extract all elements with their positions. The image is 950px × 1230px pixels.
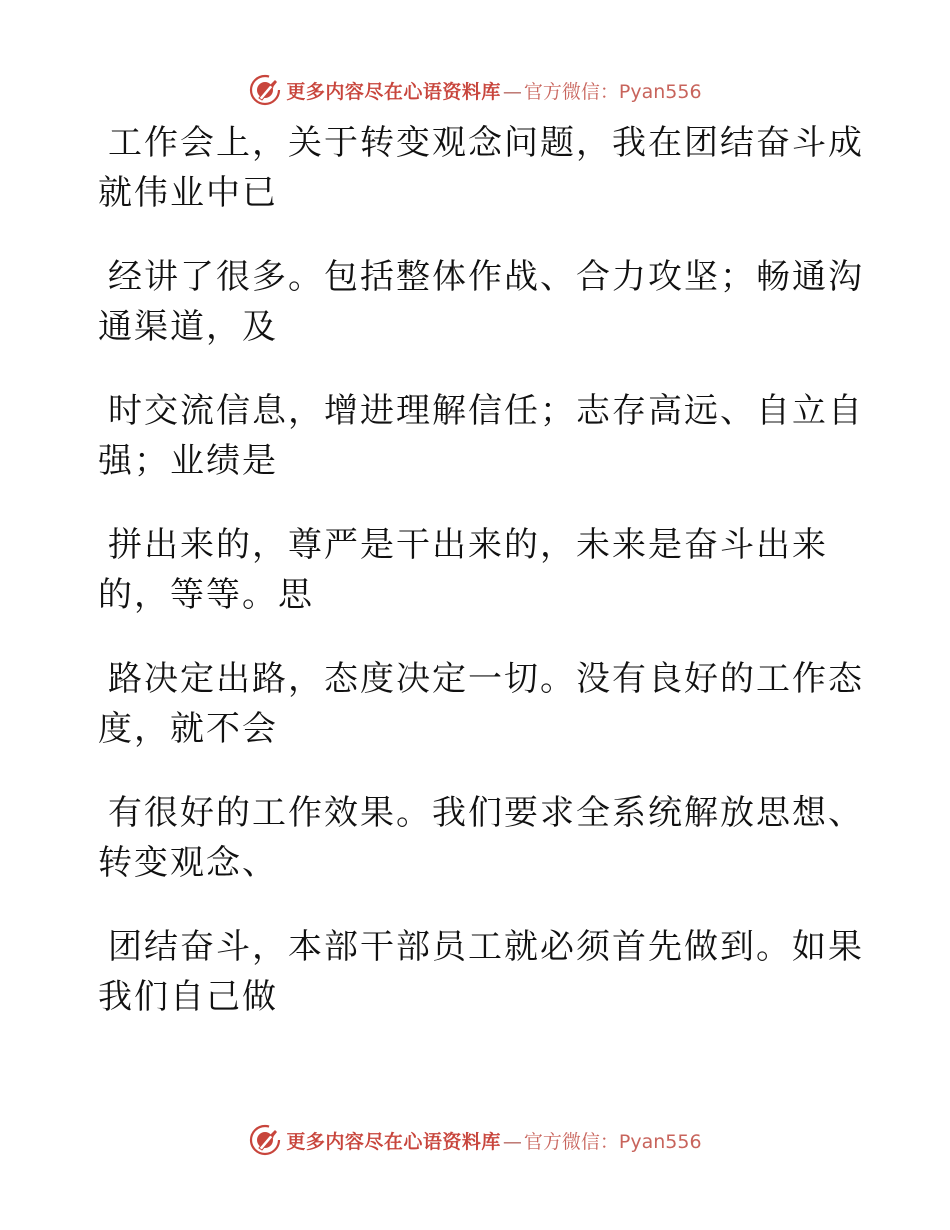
paragraph-6 bbox=[98, 788, 864, 888]
header-banner bbox=[0, 70, 950, 110]
paragraph-line: 就伟业中已 bbox=[98, 173, 278, 213]
paragraph-line: 我们自己做 bbox=[98, 977, 278, 1017]
paragraph-line: 有很好的工作效果。我们要求全系统解放思想、 bbox=[108, 793, 864, 833]
paragraph-line: 转变观念、 bbox=[98, 843, 278, 883]
paragraph-line: 度，就不会 bbox=[98, 709, 278, 749]
header-wechat: 官方微信：Pyan556 bbox=[523, 80, 702, 103]
pen-logo-icon bbox=[248, 73, 282, 107]
paragraph-4 bbox=[98, 520, 838, 620]
paragraph-line: 团结奋斗，本部干部员工就必须首先做到。如果 bbox=[108, 927, 864, 967]
paragraph-3 bbox=[98, 386, 864, 486]
paragraph-line: 的，等等。思 bbox=[98, 575, 314, 615]
paragraph-2 bbox=[98, 252, 864, 352]
footer-site-name: 更多内容尽在心语资料库 bbox=[286, 1130, 501, 1153]
paragraph-line: 路决定出路，态度决定一切。没有良好的工作态 bbox=[108, 659, 864, 699]
document-body bbox=[98, 118, 864, 1056]
footer-wechat: 官方微信：Pyan556 bbox=[523, 1130, 702, 1153]
paragraph-line: 工作会上，关于转变观念问题，我在团结奋斗成 bbox=[108, 123, 864, 163]
paragraph-line: 拼出来的，尊严是干出来的，未来是奋斗出来 bbox=[108, 525, 828, 565]
header-separator: — bbox=[502, 80, 522, 103]
paragraph-line: 时交流信息，增进理解信任；志存高远、自立自 bbox=[108, 391, 864, 431]
pen-logo-icon bbox=[248, 1123, 282, 1157]
footer-banner bbox=[0, 1120, 950, 1160]
paragraph-7 bbox=[98, 922, 864, 1022]
paragraph-line: 经讲了很多。包括整体作战、合力攻坚；畅通沟 bbox=[108, 257, 864, 297]
paragraph-5 bbox=[98, 654, 864, 754]
paragraph-line: 强；业绩是 bbox=[98, 441, 278, 481]
footer-separator: — bbox=[502, 1130, 522, 1153]
paragraph-line: 通渠道，及 bbox=[98, 307, 278, 347]
paragraph-1 bbox=[98, 118, 864, 218]
header-site-name: 更多内容尽在心语资料库 bbox=[286, 80, 501, 103]
